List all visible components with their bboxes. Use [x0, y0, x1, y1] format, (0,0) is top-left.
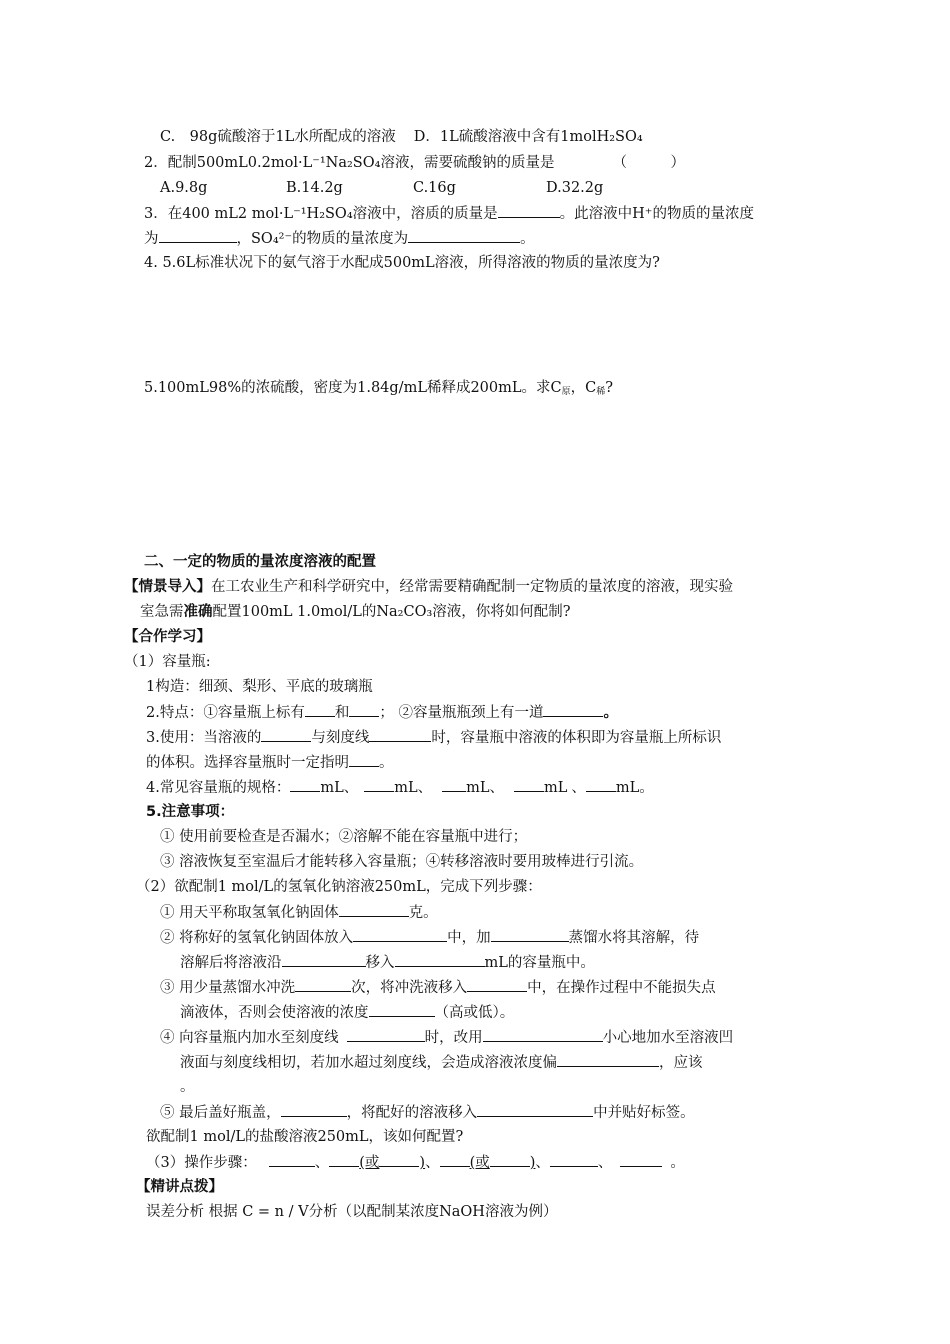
- naoh-blank-transfer[interactable]: [467, 977, 527, 992]
- steps-line: [146, 1152, 685, 1173]
- steps-blank3[interactable]: [440, 1152, 470, 1167]
- q3-part2: 。此溶液中H⁺的物质的量浓度: [559, 206, 754, 222]
- q3-blank-h-conc[interactable]: [159, 228, 237, 243]
- flask-item2b: 和: [334, 705, 350, 721]
- flask-blank-size4[interactable]: [514, 777, 544, 792]
- flask-item2: [146, 702, 618, 723]
- q2-stem: 2．配制500mL0.2mol·L⁻¹Na₂SO₄溶液，需要硫酸钠的质量是: [144, 155, 555, 171]
- naoh-s3d: 滴液体，否则会使溶液的浓度: [180, 1005, 369, 1021]
- intro-bold-accurate: 准确: [183, 604, 213, 620]
- hcl-text: 欲配制1 mol/L的盐酸溶液250mL，该如何配置?: [146, 1129, 464, 1145]
- flask-item3: [146, 727, 721, 748]
- naoh-s3a: ③ 用少量蒸馏水冲洗: [160, 980, 296, 996]
- error-analysis: 误差分析 根据 C = n / V分析（以配制某浓度NaOH溶液为例）: [146, 1204, 558, 1220]
- q5-line: [144, 378, 613, 402]
- steps-blank1[interactable]: [269, 1152, 315, 1167]
- q5-sub-original: 原: [561, 387, 571, 397]
- flask-heading: （1）容量瓶:: [124, 654, 211, 670]
- flask-blank-liquid[interactable]: [261, 727, 311, 742]
- q2-option-b: B.14.2g: [286, 180, 343, 196]
- flask-item1: 1构造：细颈、梨形、平底的玻璃瓶: [146, 679, 373, 695]
- q3-part5: 。: [520, 231, 535, 247]
- q2-option-a: A.9.8g: [160, 180, 208, 196]
- flask-blank-size2[interactable]: [364, 777, 394, 792]
- intro-tag: 【情景导入】: [124, 579, 211, 595]
- flask-unit5: mL: [615, 780, 640, 796]
- q3-blank-mass[interactable]: [498, 203, 560, 218]
- q5-end: ?: [605, 380, 614, 396]
- intro-text1: 在工农业生产和科学研究中，经常需要精确配制一定物质的量浓度的溶液，现实验: [211, 579, 733, 595]
- steps-sep4: 、: [597, 1155, 613, 1171]
- naoh-step1: [160, 902, 438, 923]
- flask-item4: [146, 777, 654, 798]
- q5-mid: ，C: [570, 380, 597, 396]
- q3-part4: ，SO₄²⁻的物质的量浓度为: [236, 231, 409, 247]
- naoh-s2e: 移入: [365, 955, 395, 971]
- q3-line1: [144, 203, 754, 224]
- naoh-s4b: 时，改用: [424, 1030, 483, 1046]
- flask-item3a: 3.使用：当溶液的: [146, 730, 262, 746]
- intro-line2: [140, 602, 571, 622]
- q3-part3: 为: [144, 231, 159, 247]
- naoh-blank-volume[interactable]: [395, 952, 485, 967]
- flask-blank-spec[interactable]: [349, 752, 379, 767]
- naoh-s5b: ，将配好的溶液移入: [346, 1105, 478, 1121]
- q2-stem-line: [144, 153, 685, 173]
- q4-text: 4. 5.6L标准状况下的氨气溶于水配成500mL溶液，所得溶液的物质的量浓度为?: [144, 255, 660, 271]
- intro-text2b: 配置100mL 1.0mol/L的Na₂CO₃溶液，你将如何配制?: [212, 604, 571, 620]
- steps-blank2[interactable]: [329, 1152, 359, 1167]
- flask-blank-size1[interactable]: [290, 777, 320, 792]
- flask-end: 。: [639, 780, 654, 796]
- steps-end: 。: [670, 1155, 685, 1171]
- q2-options: [160, 178, 207, 198]
- q3-blank-so4-conc[interactable]: [408, 228, 520, 243]
- steps-blank4[interactable]: [550, 1152, 598, 1167]
- q1-option-d: D．1L硫酸溶液中含有1molH₂SO₄: [413, 129, 643, 145]
- naoh-step5: [160, 1102, 695, 1123]
- naoh-blank-times[interactable]: [295, 977, 351, 992]
- flask-item3b: 与刻度线: [311, 730, 370, 746]
- flask-item3e: 。: [379, 755, 394, 771]
- flask-unit4: mL: [544, 780, 568, 796]
- naoh-s2f: mL的容量瓶中。: [484, 955, 595, 971]
- naoh-blank-container[interactable]: [353, 927, 447, 942]
- flask-item3c: 时，容量瓶中溶液的体积即为容量瓶上所标识: [431, 730, 722, 746]
- steps-close1: ): [419, 1155, 426, 1171]
- flask-blank-size5[interactable]: [586, 777, 616, 792]
- flask-unit3: mL: [466, 780, 490, 796]
- steps-or2: (或: [469, 1155, 490, 1171]
- flask-item2c: ； ②容量瓶瓶颈上有一道: [379, 705, 544, 721]
- naoh-blank-mass[interactable]: [339, 902, 409, 917]
- flask-unit1: mL: [320, 780, 344, 796]
- coop-tag: 【合作学习】: [124, 629, 211, 645]
- naoh-s1b: 克。: [408, 905, 438, 921]
- steps-blank2-alt[interactable]: [379, 1152, 419, 1167]
- q2-option-c: C.16g: [413, 180, 456, 196]
- flask-sep4: 、: [571, 780, 586, 796]
- flask-blank-mark2[interactable]: [349, 702, 379, 717]
- flask-unit2: mL: [394, 780, 418, 796]
- naoh-blank-deviation[interactable]: [557, 1052, 659, 1067]
- naoh-step4-cont: [180, 1052, 703, 1073]
- q5-text: 5.100mL98%的浓硫酸，密度为1.84g/mL稀释成200mL。求C: [144, 380, 562, 396]
- flask-blank-mark1[interactable]: [305, 702, 335, 717]
- steps-sep3: 、: [535, 1155, 550, 1171]
- flask-item2d: 。: [603, 704, 618, 721]
- flask-item4a: 4.常见容量瓶的规格：: [146, 780, 291, 796]
- q1-options: [160, 127, 643, 147]
- naoh-blank-shake[interactable]: [281, 1102, 347, 1117]
- flask-item3d: 的体积。选择容量瓶时一定指明: [146, 755, 349, 771]
- naoh-blank-bottle[interactable]: [477, 1102, 593, 1117]
- naoh-s3c: 中，在操作过程中不能损失点: [527, 980, 716, 996]
- steps-close2: ): [529, 1155, 536, 1171]
- naoh-s1a: ① 用天平称取氢氧化钠固体: [160, 905, 339, 921]
- intro-line1: [124, 577, 733, 597]
- steps-sep1: 、: [314, 1155, 330, 1171]
- flask-sep2: 、: [417, 780, 433, 796]
- flask-note2: ③ 溶液恢复至室温后才能转移入容量瓶；④转移溶液时要用玻棒进行引流。: [160, 854, 644, 870]
- naoh-blank-tool[interactable]: [483, 1027, 603, 1042]
- naoh-s4a: ④ 向容量瓶内加水至刻度线: [160, 1030, 339, 1046]
- steps-or1: (或: [359, 1155, 380, 1171]
- flask-sep1: 、: [343, 780, 359, 796]
- naoh-s4e: ，应该: [659, 1055, 703, 1071]
- naoh-blank-distance[interactable]: [347, 1027, 425, 1042]
- naoh-blank-rod[interactable]: [282, 952, 366, 967]
- steps-sep2: 、: [425, 1155, 440, 1171]
- naoh-blank-concentration[interactable]: [369, 1002, 435, 1017]
- naoh-step4-end: 。: [180, 1079, 195, 1095]
- naoh-step3-cont: [180, 1002, 514, 1023]
- steps-blank5[interactable]: [620, 1152, 662, 1167]
- q2-option-d: D.32.2g: [546, 180, 604, 196]
- naoh-s2c: 蒸馏水将其溶解，待: [568, 930, 700, 946]
- naoh-step4: [160, 1027, 733, 1048]
- naoh-step2: [160, 927, 699, 948]
- q1-option-c: C. 98g硫酸溶于1L水所配成的溶液: [160, 129, 396, 145]
- flask-item5: 5.注意事项：: [146, 804, 235, 820]
- flask-blank-align[interactable]: [369, 727, 431, 742]
- flask-blank-neckline[interactable]: [543, 702, 603, 717]
- naoh-s4c: 小心地加水至溶液凹: [602, 1030, 734, 1046]
- naoh-s5a: ⑤ 最后盖好瓶盖，: [160, 1105, 281, 1121]
- flask-item2a: 2.特点：①容量瓶上标有: [146, 705, 305, 721]
- naoh-s3e: （高或低）。: [434, 1005, 515, 1021]
- q5-sub-diluted: 稀: [596, 387, 606, 397]
- naoh-s2d: 溶解后将溶液沿: [180, 955, 282, 971]
- naoh-blank-water[interactable]: [491, 927, 569, 942]
- section2-title: 二、一定的物质的量浓度溶液的配置: [144, 554, 376, 570]
- naoh-s3b: 次，将冲洗液移入: [351, 980, 468, 996]
- naoh-heading: （2）欲配制1 mol/L的氢氧化钠溶液250mL，完成下列步骤：: [136, 879, 542, 895]
- steps-blank3-alt[interactable]: [490, 1152, 530, 1167]
- flask-blank-size3[interactable]: [442, 777, 466, 792]
- q3-part1: 3．在400 mL2 mol·L⁻¹H₂SO₄溶液中，溶质的质量是: [144, 206, 498, 222]
- flask-sep3: 、: [489, 780, 505, 796]
- jingjiang-tag: 【精讲点拨】: [136, 1179, 223, 1195]
- q2-paren: （ ）: [612, 155, 685, 171]
- naoh-step2-cont: [180, 952, 595, 973]
- flask-item3-cont: [146, 752, 394, 773]
- flask-note1: ① 使用前要检查是否漏水；②溶解不能在容量瓶中进行；: [160, 829, 528, 845]
- naoh-s2b: 中，加: [447, 930, 491, 946]
- naoh-s4d: 液面与刻度线相切，若加水超过刻度线，会造成溶液浓度偏: [180, 1055, 557, 1071]
- naoh-step3: [160, 977, 716, 998]
- naoh-s5c: 中并贴好标签。: [593, 1105, 695, 1121]
- intro-text2a: 室急需: [140, 604, 184, 620]
- q3-line2: [144, 228, 535, 249]
- naoh-s2a: ② 将称好的氢氧化钠固体放入: [160, 930, 354, 946]
- steps-label: （3）操作步骤：: [146, 1155, 257, 1171]
